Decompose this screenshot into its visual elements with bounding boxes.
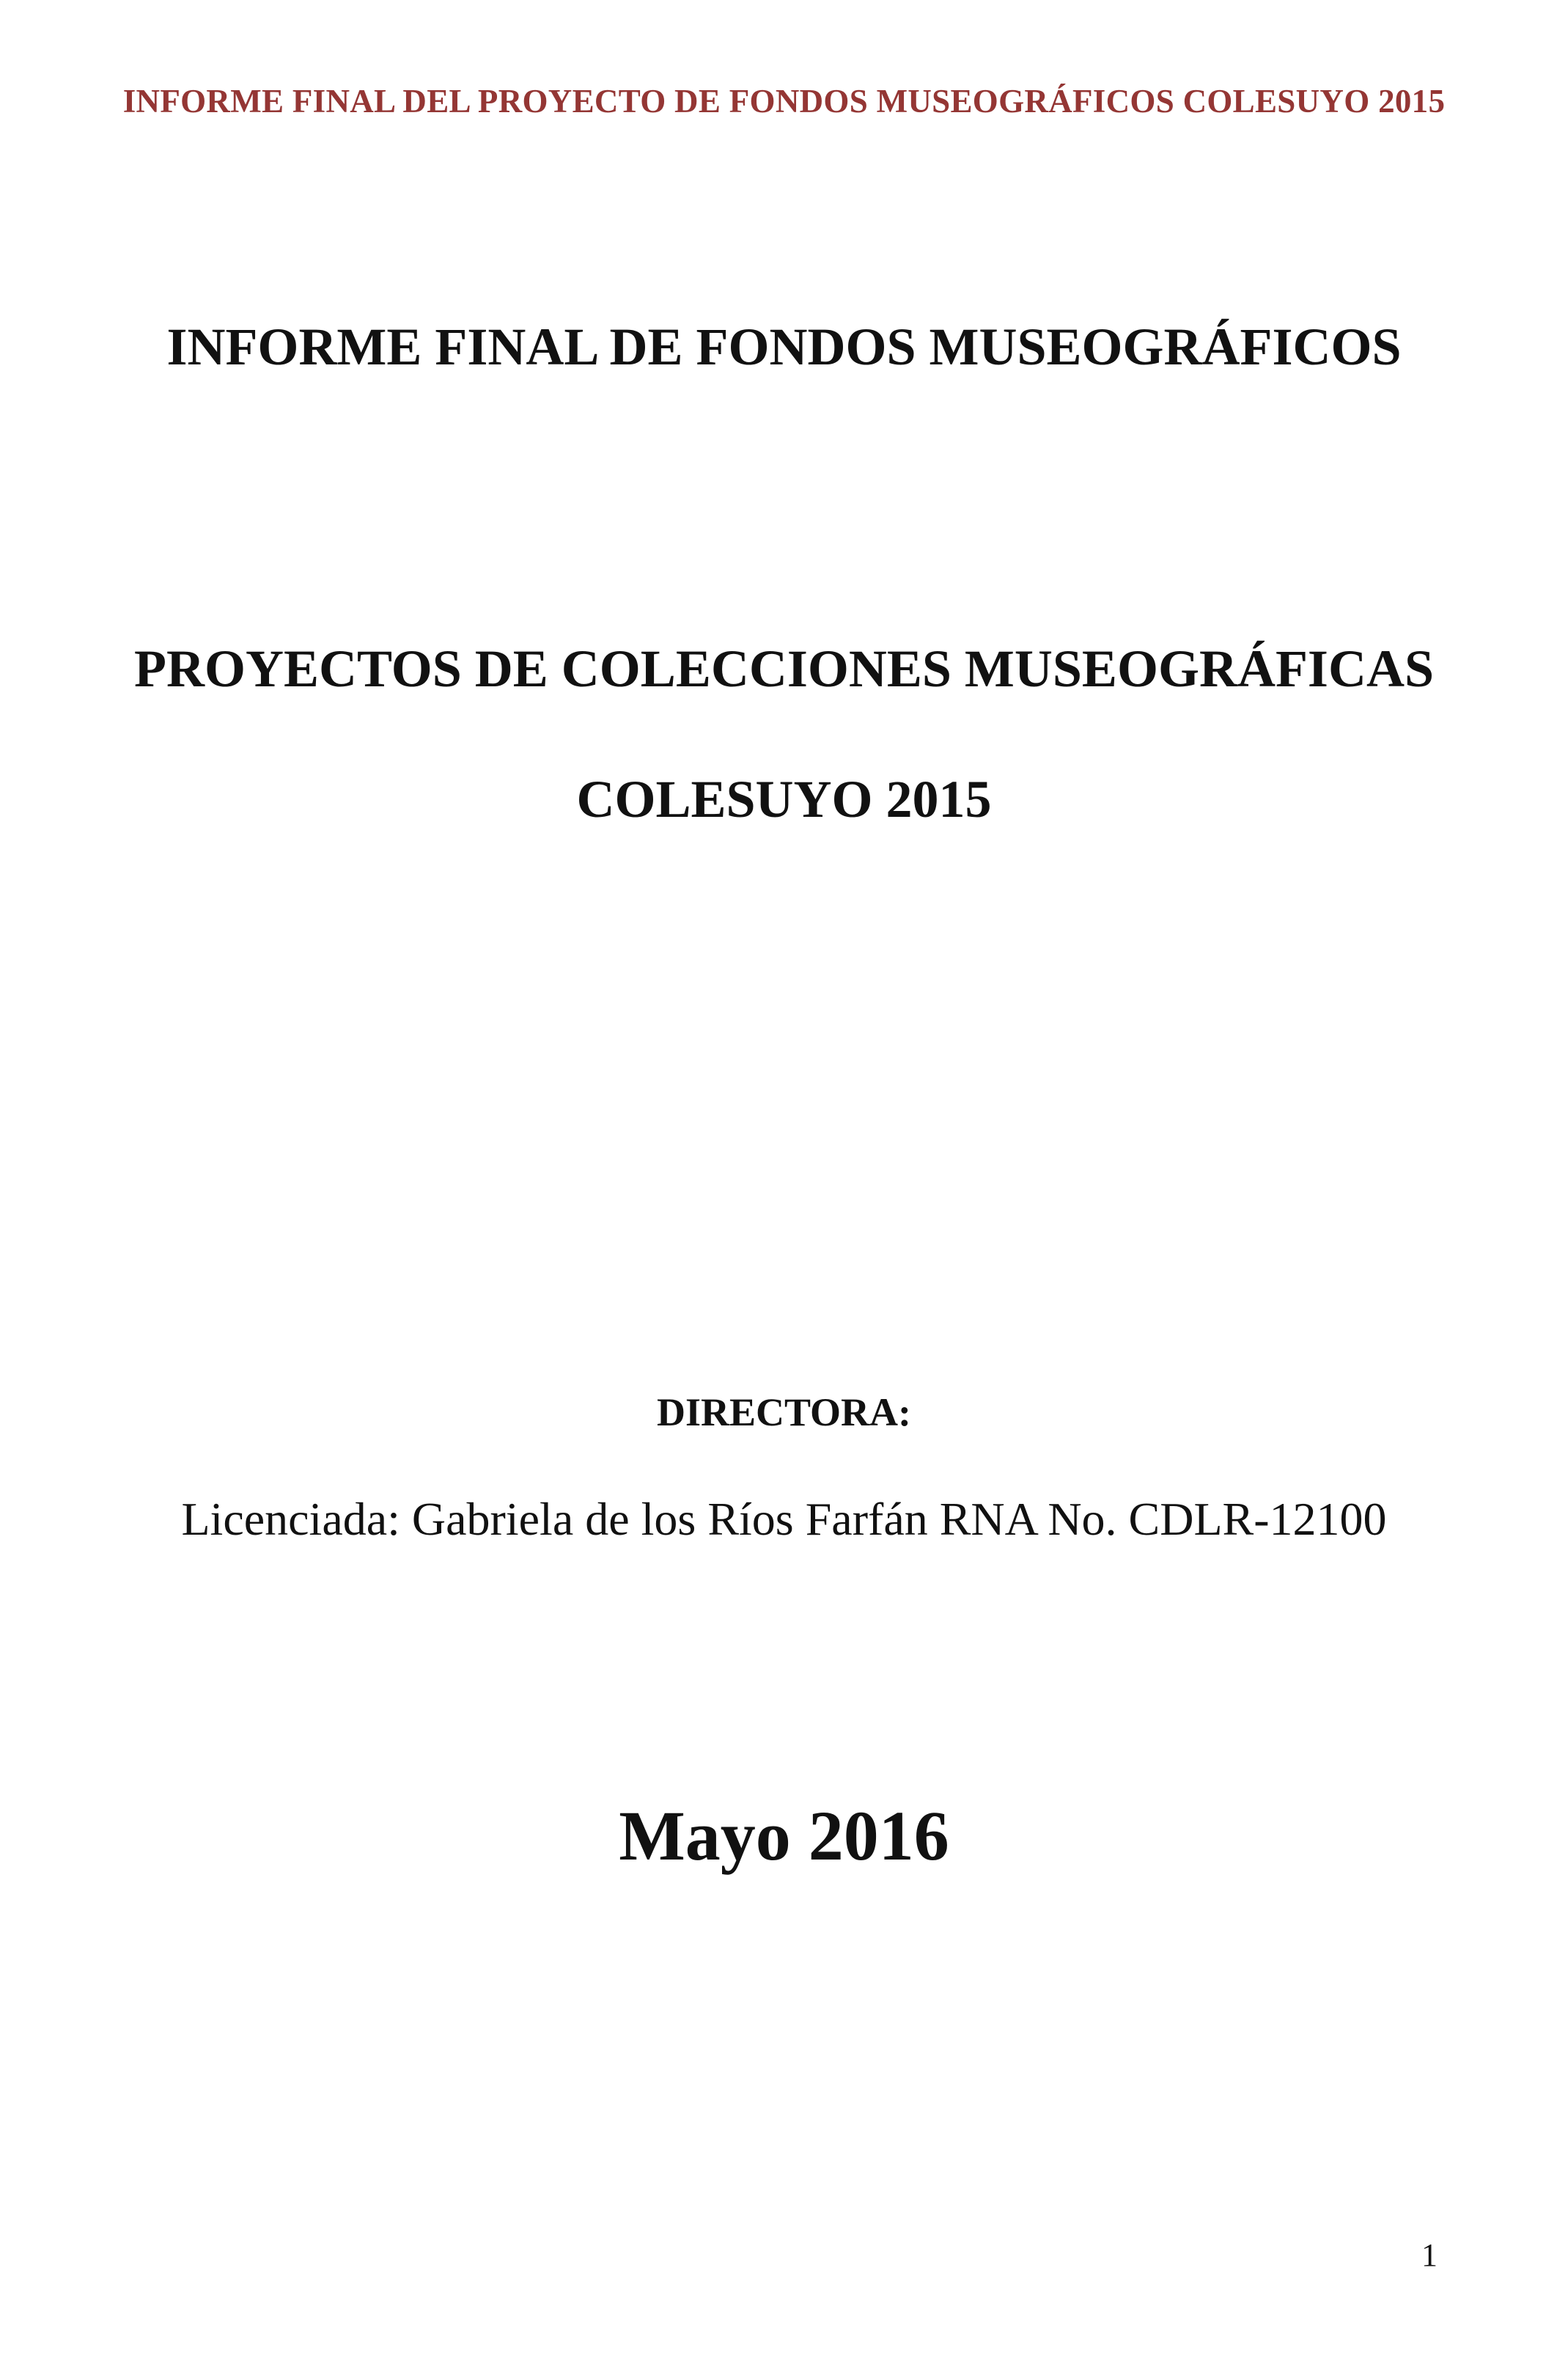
director-name: Licenciada: Gabriela de los Ríos Farfán RNA No. CDLR-12100 — [181, 1493, 1387, 1545]
director-label: DIRECTORA: — [656, 1390, 912, 1434]
report-title: INFORME FINAL DE FONDOS MUSEOGRÁFICOS — [166, 317, 1402, 376]
report-date: Mayo 2016 — [619, 1796, 949, 1875]
running-header: INFORME FINAL DEL PROYECTO DE FONDOS MUSEOGRÁFICOS COLESUYO 2015 — [122, 83, 1446, 120]
page-number: 1 — [1421, 2237, 1438, 2273]
project-title: PROYECTOS DE COLECCIONES MUSEOGRÁFICAS — [134, 639, 1434, 698]
project-year: COLESUYO 2015 — [576, 770, 992, 829]
